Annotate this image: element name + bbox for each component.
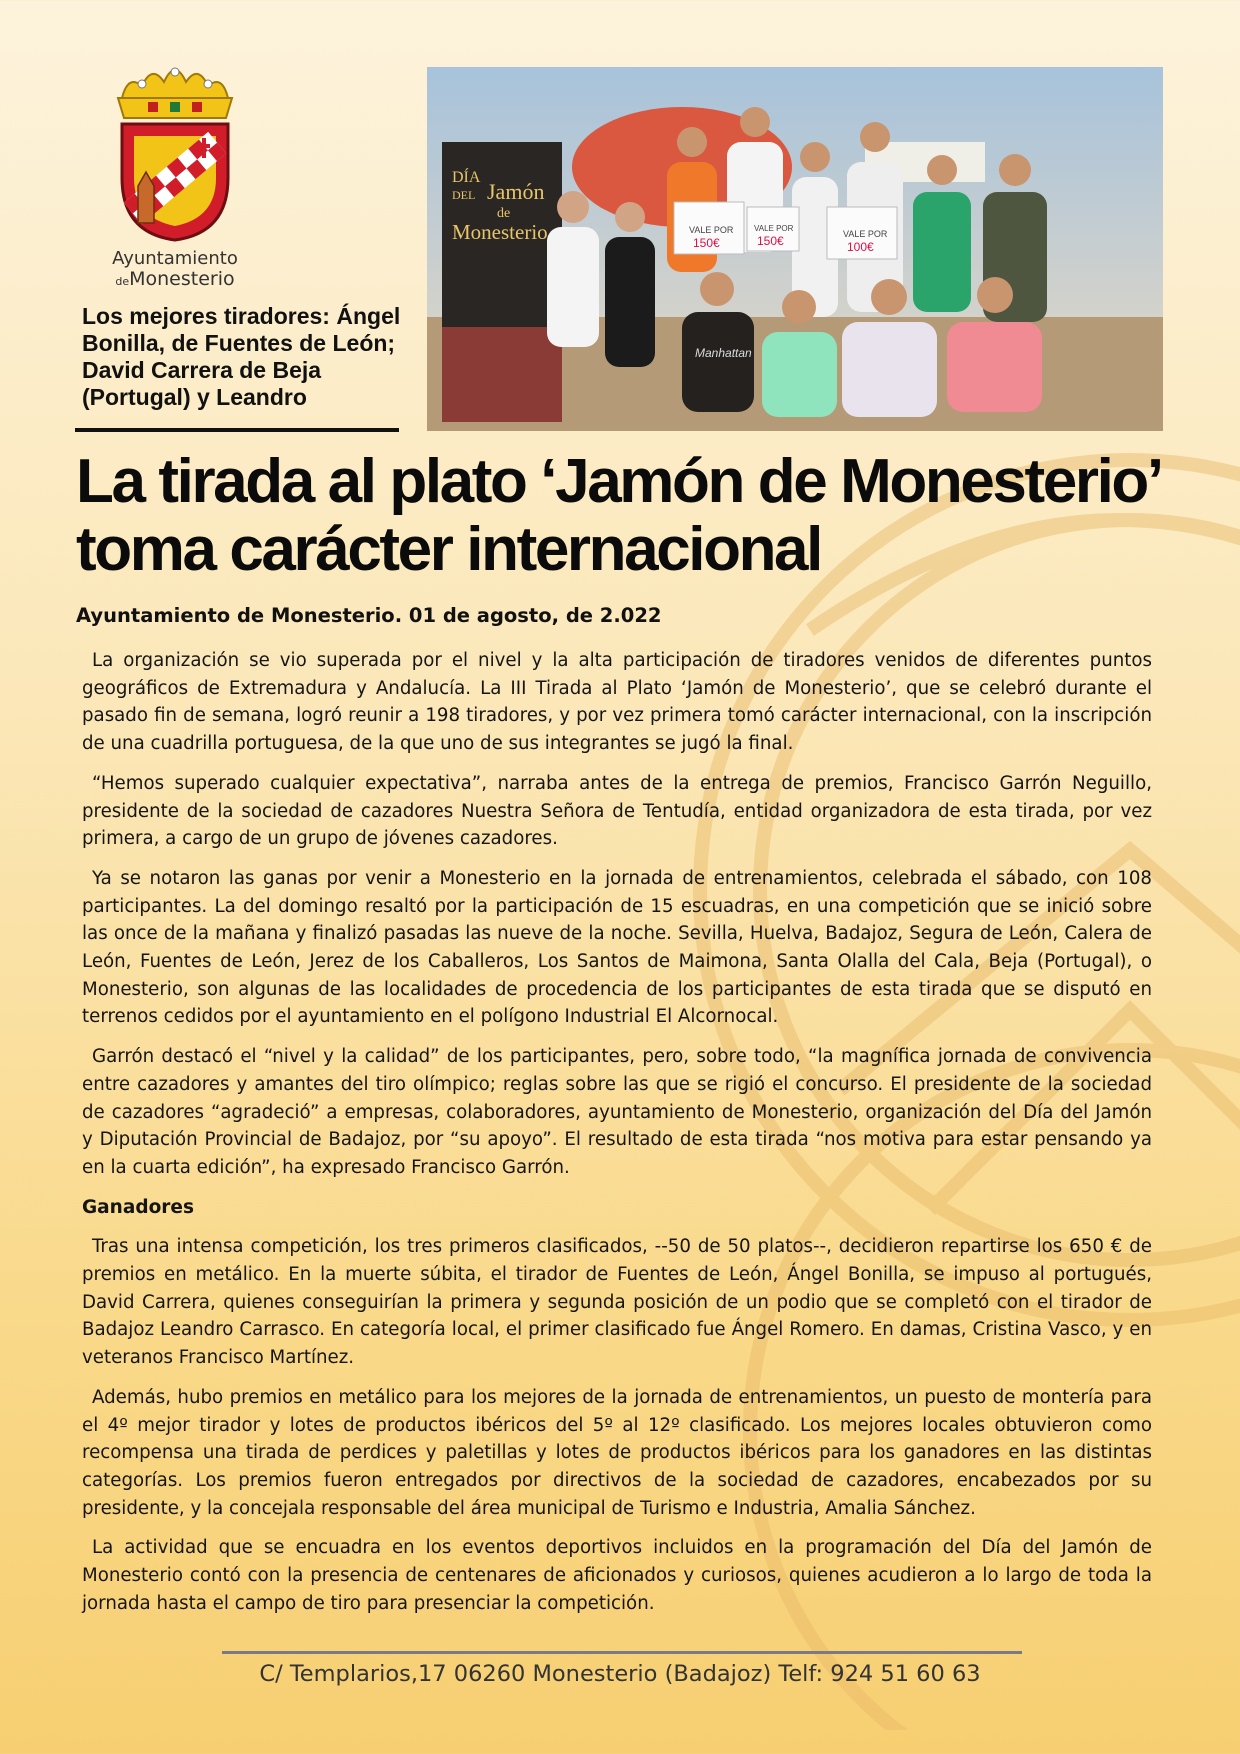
article-paragraph-1: La organización se vio superada por el nivel y la alta participación de tiradores venidos de diferentes puntos geográficos de Extremadura y Andalucía. La III Tirada al Plato ‘Jamón de Monesterio’, que se celebró durante el pasado fin de semana, logró reunir a 198 tiradores, y por vez primera tomó carácter internacional, con la inscripción de una cuadrilla portuguesa, de la que uno de sus integrantes se jugó la final. — [82, 650, 1152, 755]
logo-name-town: Monesterio — [129, 268, 235, 290]
banner-text-dia: DÍA — [452, 169, 481, 186]
banner-text-de: de — [497, 206, 511, 221]
banner-text-monesterio: Monesterio — [452, 220, 548, 244]
article-paragraph-3: Ya se notaron las ganas por venir a Monesterio en la jornada de entrenamientos, celebrada el sábado, con 108 participantes. La del domingo resaltó por la participación de 15 escuadras, en una competición que se inició sobre las once de la mañana y finalizó pasadas las nueve de la noche. Sevilla, Huelva, Badajoz, Segura de León, Calera de León, Fuentes de León, Jerez de los Caballeros, Los Santos de Maimona, Santa Olalla del Cala, Beja (Portugal), o Monesterio, son algunas de las localidades de procedencia de los participantes de esta tirada que se disputó en terrenos cedidos por el ayuntamiento en el polígono Industrial El Alcornocal. — [82, 867, 1152, 1028]
article-body — [82, 647, 1152, 1630]
logo-name-prefix: de — [115, 275, 130, 288]
ceremony-photo-illustration — [427, 67, 1163, 431]
article-paragraph-6: Además, hubo premios en metálico para los mejores de la jornada de entrenamientos, un puesto de montería para el 4º mejor tirador y lotes de productos ibéricos del 5º al 12º clasificado. Los mejores locales obtuvieron como recompensa una tirada de perdices y paletillas y lotes de productos ibéricos para los ganadores en las distintas categorías. Los premios fueron entregados por directivos de la sociedad de cazadores, encabezados por su presidente, y la concejala responsable del área municipal de Turismo e Industria, Amalia Sánchez. — [82, 1386, 1152, 1519]
logo-name-line1: Ayuntamiento — [112, 248, 238, 269]
prize-sign1-amount: 150€ — [693, 236, 720, 250]
section-heading-ganadores: Ganadores — [82, 1196, 194, 1218]
subtitle-divider — [75, 428, 399, 432]
article-title: La tirada al plato ‘Jamón de Monesterio’ toma carácter internacional — [76, 447, 1159, 584]
municipal-logo — [100, 58, 250, 288]
article-dateline: Ayuntamiento de Monesterio. 01 de agosto, de 2.022 — [76, 604, 662, 627]
logo-name-line2 — [100, 269, 250, 292]
coat-of-arms-icon — [108, 58, 242, 243]
banner-text-del: DEL — [452, 188, 476, 202]
prize-sign3-label: VALE POR — [843, 229, 888, 239]
article-paragraph-2: “Hemos superado cualquier expectativa”, narraba antes de la entrega de premios, Francisco Garrón Neguillo, presidente de la sociedad de cazadores Nuestra Señora de Tentudía, entidad organizadora de esta tirada, por vez primera, a cargo de un grupo de jóvenes cazadores. — [82, 772, 1152, 850]
shirt-text: Manhattan — [695, 346, 752, 360]
prize-signs — [674, 202, 897, 259]
award-ceremony-photo — [427, 67, 1163, 431]
footer-address: C/ Templarios,17 06260 Monesterio (Badajoz) Telf: 924 51 60 63 — [259, 1661, 981, 1687]
article-paragraph-4: Garrón destacó el “nivel y la calidad” de los participantes, pero, sobre todo, “la magnífica jornada de convivencia entre cazadores y amantes del tiro olímpico; reglas sobre las que se rigió el concurso. El presidente de la sociedad de cazadores “agradeció” a empresas, colaboradores, ayuntamiento de Monesterio, organización del Día del Jamón y Diputación Provincial de Badajoz, por “su apoyo”. El resultado de esta tirada “nos motiva para estar pensando ya en la cuarta edición”, ha expresado Francisco Garrón. — [82, 1046, 1152, 1178]
article-paragraph-5: Tras una intensa competición, los tres primeros clasificados, --50 de 50 platos--, decidieron repartirse los 650 € de premios en metálico. En la muerte súbita, el tirador de Fuentes de León, Ángel Bonilla, se impuso al portugués, David Carrera, quienes conseguirían la primera y segunda posición de un podio que se completó con el tirador de Badajoz Leandro Carrasco. En categoría local, el primer clasificado fue Ángel Romero. En damas, Cristina Vasco, y en veteranos Francisco Martínez. — [82, 1236, 1152, 1369]
banner-text-jamon: Jamón — [487, 179, 545, 204]
article-paragraph-7: La actividad que se encuadra en los eventos deportivos incluidos en la programación del Día del Jamón de Monesterio contó con la presencia de centenares de aficionados y curiosos, quienes acudieron a lo largo de toda la jornada hasta el campo de tiro para presenciar la competición. — [82, 1537, 1152, 1614]
prize-sign1-label: VALE POR — [689, 225, 734, 235]
article-subtitle: Los mejores tiradores: Ángel Bonilla, de Fuentes de León; David Carrera de Beja (Portugal) y Leandro — [82, 303, 401, 410]
prize-sign3-amount: 100€ — [847, 240, 874, 254]
prize-sign2-amount: 150€ — [757, 234, 784, 248]
footer-divider — [222, 1651, 1022, 1654]
prize-sign2-label: VALE POR — [754, 224, 794, 233]
